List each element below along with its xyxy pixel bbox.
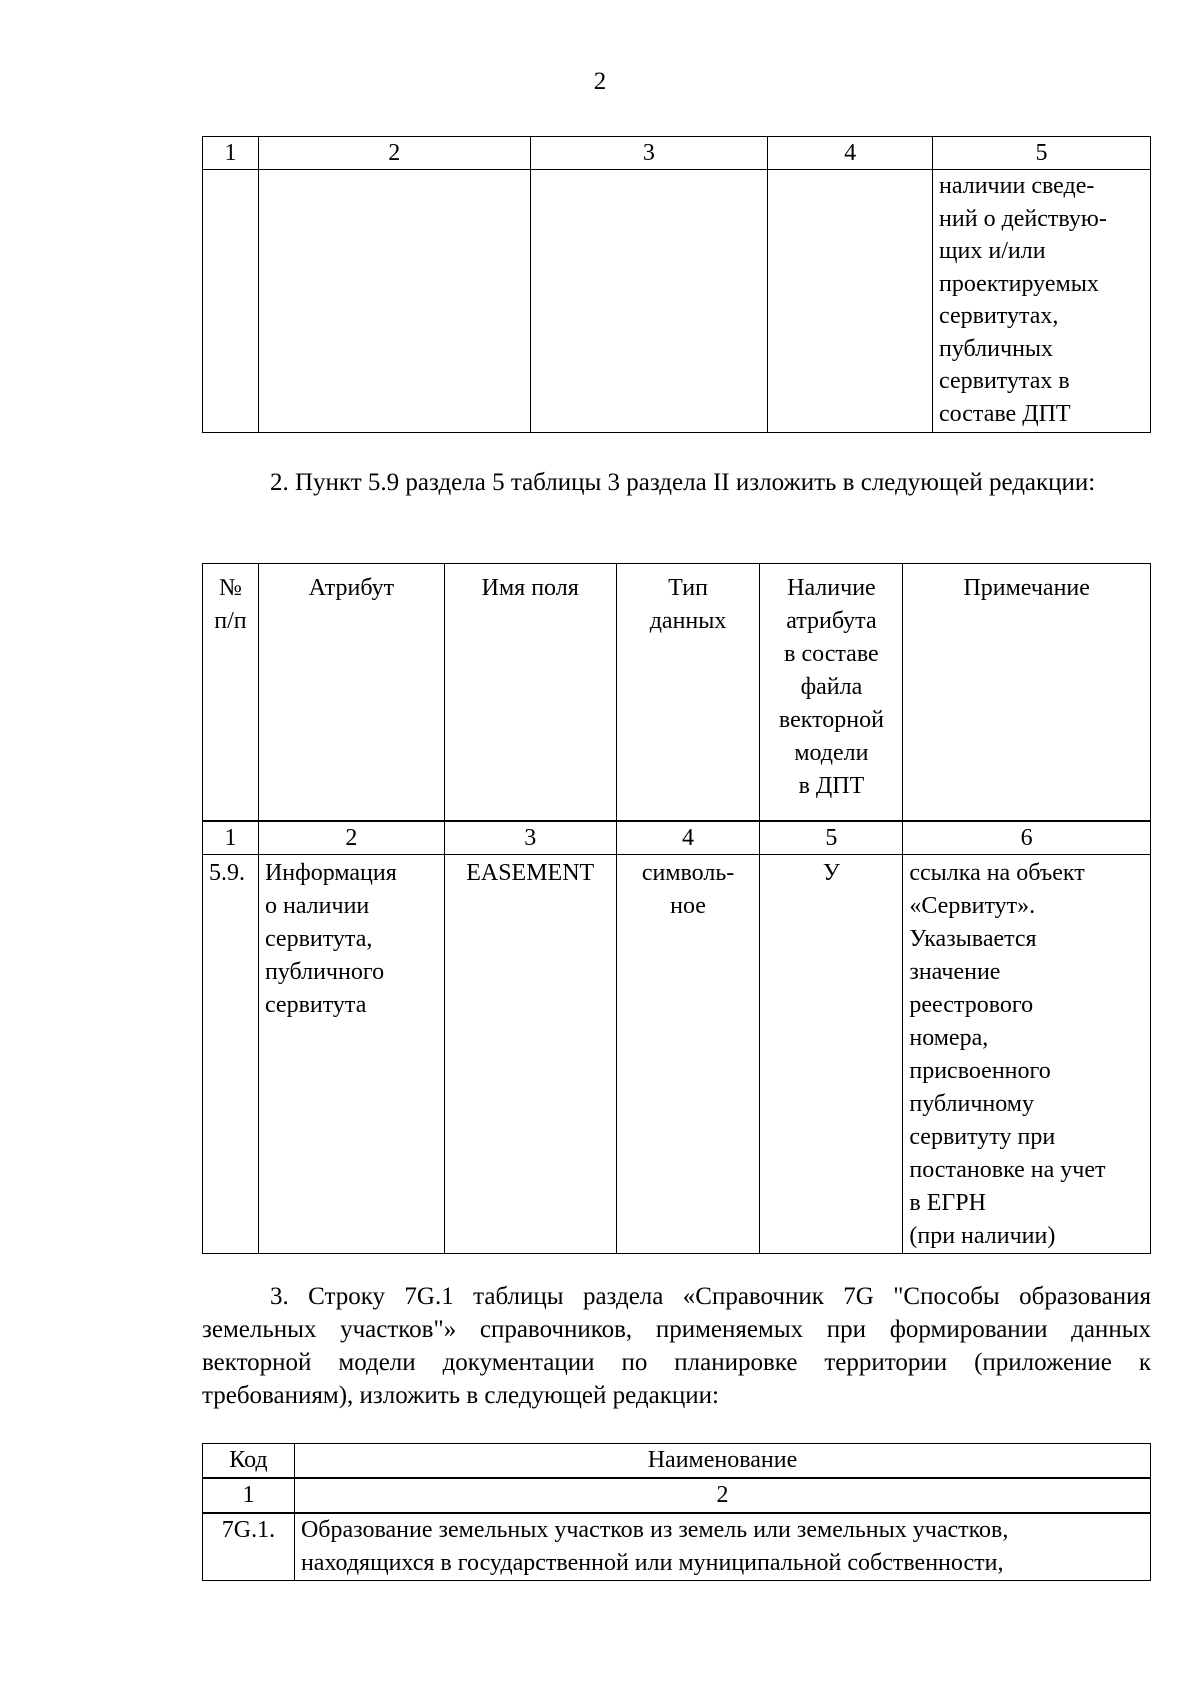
row-name: Образование земельных участков из земель или земельных участков, находящихся в государственной или муниципальной собственности, xyxy=(294,1514,1150,1581)
table-cell xyxy=(530,170,768,433)
table-row xyxy=(203,855,1151,1254)
table-cell xyxy=(768,170,933,433)
column-number: 2 xyxy=(294,1479,1150,1513)
column-number: 4 xyxy=(768,137,933,170)
cell-line: сервитутах, xyxy=(939,303,1059,329)
paragraph-2-text: 2. Пункт 5.9 раздела 5 таблицы 3 раздела II изложить в следующей редакции: xyxy=(270,469,1096,496)
column-number-row xyxy=(203,1479,1151,1513)
column-number: 2 xyxy=(258,822,444,855)
page-number: 2 xyxy=(593,68,607,95)
column-number: 3 xyxy=(530,137,768,170)
row-note: ссылка на объект «Сервитут». Указывается значение реестрового номера, присвоенного публичному сервитуту при постановке на учет в ЕГРН (при наличии) xyxy=(903,855,1151,1254)
column-number: 1 xyxy=(203,822,259,855)
table-cell-note xyxy=(933,170,1151,433)
row-field-name: EASEMENT xyxy=(444,855,616,1254)
row-presence: У xyxy=(760,855,903,1254)
header-number: № п/п xyxy=(203,564,259,821)
column-number: 4 xyxy=(616,822,760,855)
paragraph-3 xyxy=(202,1280,1151,1412)
cell-line: наличии сведе- xyxy=(939,173,1095,199)
row-code: 7G.1. xyxy=(203,1514,295,1581)
cell-line: ний о действую- xyxy=(939,205,1107,232)
paragraph-2 xyxy=(202,466,1151,499)
cell-line: сервитутах в xyxy=(939,368,1070,394)
table-cell xyxy=(258,170,530,433)
table-cell xyxy=(203,170,259,433)
table-header-row xyxy=(203,564,1151,821)
column-number: 1 xyxy=(203,137,259,170)
row-number: 5.9. xyxy=(203,855,259,1254)
column-number: 5 xyxy=(933,137,1151,170)
table-header-row xyxy=(203,137,1151,170)
header-data-type: Тип данных xyxy=(616,564,760,821)
header-name: Наименование xyxy=(294,1444,1150,1478)
table-row xyxy=(203,1514,1151,1581)
reference-table xyxy=(202,1443,1151,1581)
row-attribute: Информация о наличии сервитута, публичного сервитута xyxy=(258,855,444,1254)
attribute-table xyxy=(202,563,1151,1254)
header-field-name: Имя поля xyxy=(444,564,616,821)
cell-line: публичных xyxy=(939,335,1054,362)
table-row xyxy=(203,170,1151,433)
continuation-table xyxy=(202,136,1151,433)
column-number: 6 xyxy=(903,822,1151,855)
cell-line: проектируемых xyxy=(939,270,1099,297)
column-number: 3 xyxy=(444,822,616,855)
column-number: 5 xyxy=(760,822,903,855)
header-note: Примечание xyxy=(903,564,1151,821)
column-number: 1 xyxy=(203,1479,295,1513)
header-attribute: Атрибут xyxy=(258,564,444,821)
cell-line: составе ДПТ xyxy=(939,400,1071,427)
column-number-row xyxy=(203,822,1151,855)
header-presence: Наличие атрибута в составе файла векторной модели в ДПТ xyxy=(760,564,903,821)
paragraph-3-text: 3. Строку 7G.1 таблицы раздела «Справочник 7G "Способы образования земельных участков"» справочников, применяемых при формировании данных векторной модели документации по планировке территории (приложение к требованиям), изложить в следующей редакции: xyxy=(202,1283,1151,1409)
header-code: Код xyxy=(203,1444,295,1478)
column-number: 2 xyxy=(258,137,530,170)
table-header-row xyxy=(203,1444,1151,1478)
cell-line: щих и/или xyxy=(939,238,1046,264)
row-data-type: символь- ное xyxy=(616,855,760,1254)
